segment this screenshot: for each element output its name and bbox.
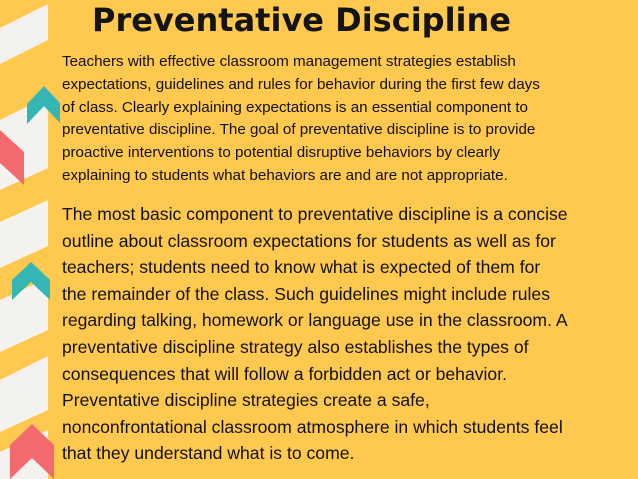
text-line: that they understand what is to come. <box>62 443 355 464</box>
text-line: nonconfrontational classroom atmosphere in which students feel <box>62 416 563 437</box>
text-line: consequences that will follow a forbidden act or behavior. <box>62 363 507 384</box>
text-line: Preventative discipline strategies create a safe, <box>62 390 430 411</box>
text-line: regarding talking, homework or language use in the classroom. A <box>62 310 568 331</box>
body-paragraph <box>62 201 568 467</box>
slide-title: Preventative Discipline <box>92 1 511 39</box>
intro-paragraph <box>62 51 540 188</box>
text-line: outline about classroom expectations for students as well as for <box>62 230 556 251</box>
text-line: The most basic component to preventative discipline is a concise <box>62 204 568 224</box>
text-line: teachers; students need to know what is expected of them for <box>62 257 541 278</box>
text-line: proactive interventions to potential disruptive behaviors by clearly <box>62 144 501 162</box>
stripe-shape <box>0 200 48 268</box>
stripe-shape <box>0 356 48 432</box>
text-line: the remainder of the class. Such guidelines might include rules <box>62 283 551 304</box>
stripe-shape <box>0 4 48 64</box>
text-line: Teachers with effective classroom management strategies establish <box>62 53 516 70</box>
text-line: preventative discipline strategy also establishes the types of <box>62 336 529 357</box>
decorative-side-art <box>0 0 60 479</box>
text-line: expectations, guidelines and rules for behavior during the first few days <box>62 75 540 93</box>
text-line: explaining to students what behaviors are and are not appropriate. <box>62 166 508 184</box>
text-line: of class. Clearly explaining expectations is an essential component to <box>62 98 529 116</box>
text-line: preventative discipline. The goal of preventative discipline is to provide <box>62 121 536 139</box>
